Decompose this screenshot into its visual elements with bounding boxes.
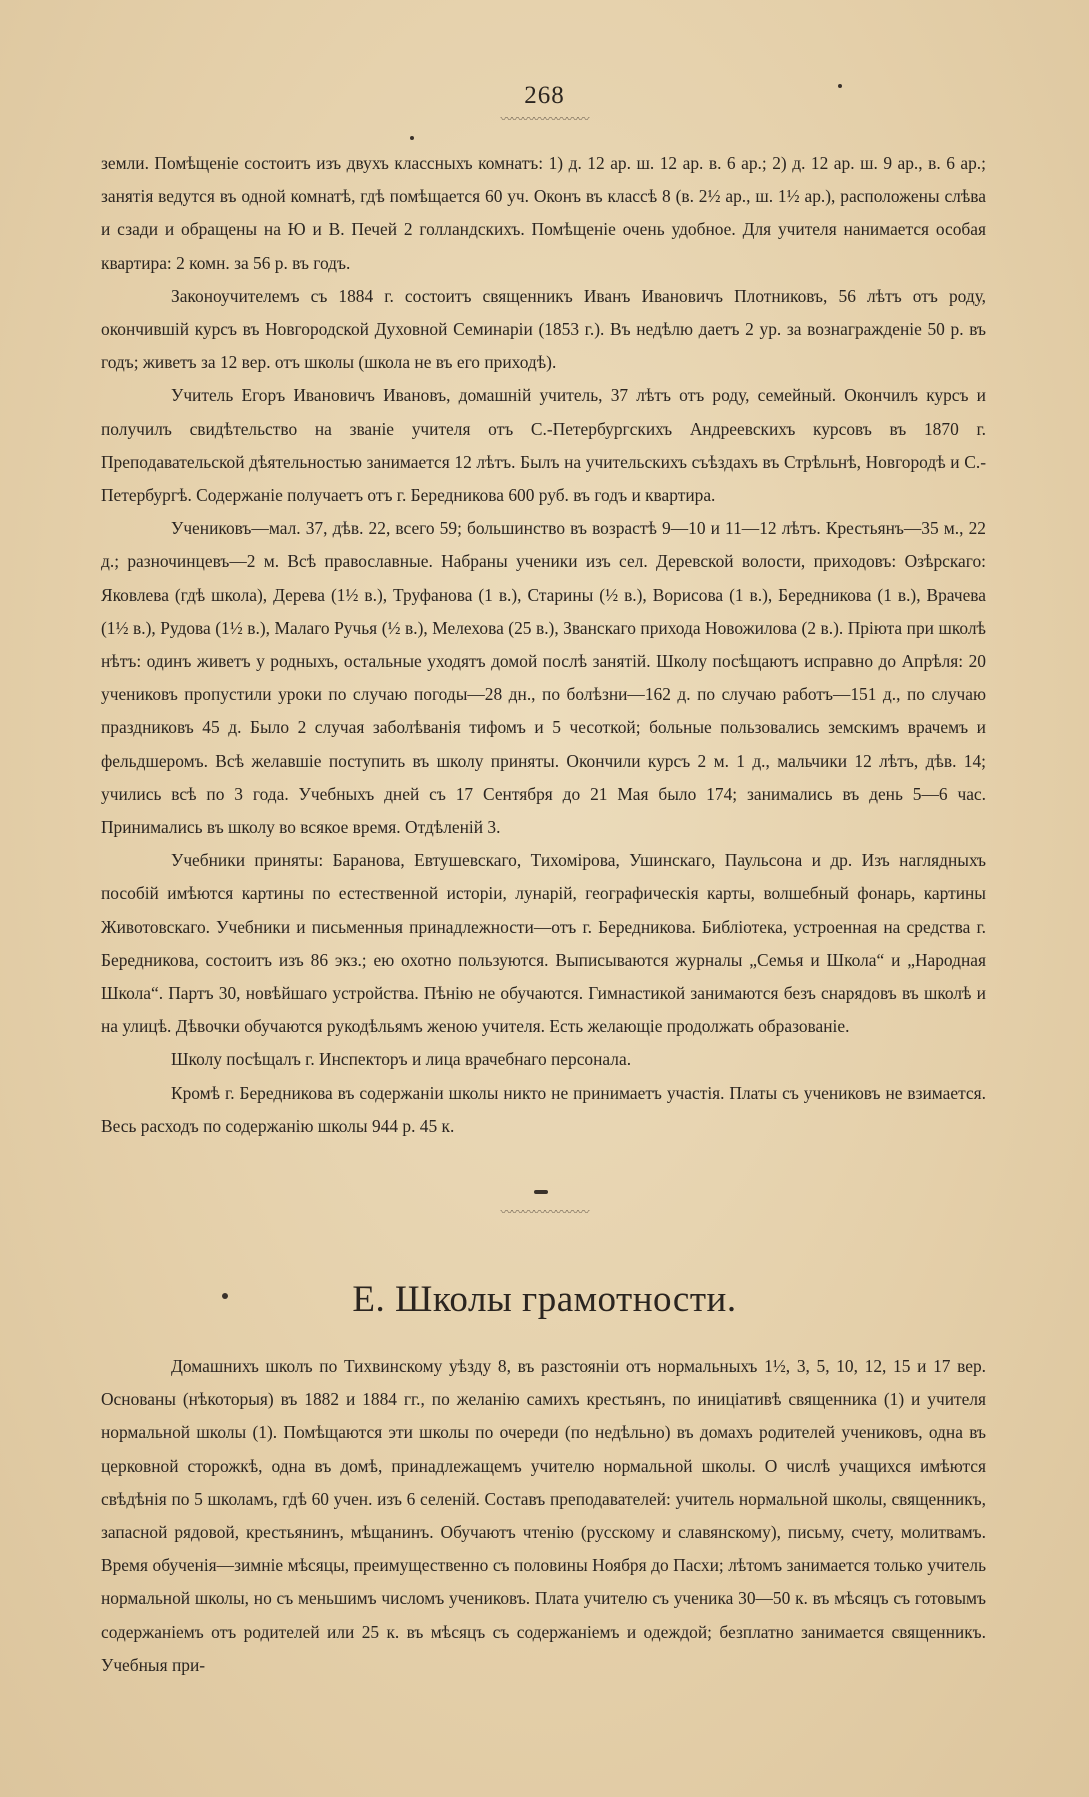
middle-ornament: 〰〰〰〰〰〰〰〰 [500,1205,589,1219]
paragraph-expenses: Кромѣ г. Бередникова въ содержаніи школы никто не принимаетъ участія. Платы съ учениковъ не взимается. Весь расходъ по содержанію школы 944 р. 45 к. [101,1082,986,1136]
separator-dash [534,1190,548,1194]
top-ornament: 〰〰〰〰〰〰〰〰 [500,112,589,126]
paragraph-religion-teacher: Законоучителемъ съ 1884 г. состоитъ священникъ Иванъ Ивановичъ Плотниковъ, 56 лѣтъ отъ роду, окончившій курсъ въ Новгородской Духовной Семинаріи (1853 г.). Въ недѣлю даетъ 2 ур. за вознагражденіе 50 р. въ годъ; живетъ за 12 вер. отъ школы (школа не въ его приходѣ). [101,285,986,373]
section-heading: Е. Школы грамотности. [352,1279,737,1320]
lower-text-block [101,1350,986,1682]
page-number: 268 [524,82,565,109]
ink-speck [410,136,414,140]
upper-text-block [101,147,986,1143]
paragraph-textbooks: Учебники приняты: Баранова, Евтушевскаго, Тихомірова, Ушинскаго, Паульсона и др. Изъ наглядныхъ пособій имѣются картины по естественной исторіи, лунарій, географическія карты, волшебный фонарь, картины Животовскаго. Учебники и письменныя принадлежности—отъ г. Бередникова. Библіотека, устроенная на средства г. Бередникова, состоитъ изъ 86 экз.; ею охотно пользуются. Выписываются журналы „Семья и Школа“ и „Народная Школа“. Партъ 30, новѣйшаго устройства. Пѣнію не обучаются. Гимнастикой занимаются безъ снарядовъ въ школѣ и на улицѣ. Дѣвочки обучаются рукодѣльямъ женою учителя. Есть желающіе продолжать образованіе. [101,850,986,1037]
ink-speck [222,1293,228,1299]
paragraph-teacher: Учитель Егоръ Ивановичъ Ивановъ, домашній учитель, 37 лѣтъ отъ роду, семейный. Окончилъ курсъ и получилъ свидѣтельство на званіе учителя отъ С.-Петербургскихъ Андреевскихъ курсовъ въ 1870 г. Преподавательской дѣятельностью занимается 12 лѣтъ. Былъ на учительскихъ съѣздахъ въ Стрѣльнѣ, Новгородѣ и С.-Петербургѣ. Содержаніе получаетъ отъ г. Бередникова 600 руб. въ годъ и квартира. [101,385,986,506]
paragraph-premises: земли. Помѣщеніе состоитъ изъ двухъ классныхъ комнатъ: 1) д. 12 ар. ш. 12 ар. в. 6 ар.; 2) д. 12 ар. ш. 9 ар., в. 6 ар.; занятія ведутся въ одной комнатѣ, гдѣ помѣщается 60 уч. Оконъ въ классѣ 8 (в. 2½ ар., ш. 1½ ар.), расположены слѣва и сзади и обращены на Ю и В. Печей 2 голландскихъ. Помѣщеніе очень удобное. Для учителя нанимается особая квартира: 2 комн. за 56 р. въ годъ. [101,153,986,273]
paragraph-pupils: Учениковъ—мал. 37, дѣв. 22, всего 59; большинство въ возрастѣ 9—10 и 11—12 лѣтъ. Крестьянъ—35 м., 22 д.; разночинцевъ—2 м. Всѣ православные. Набраны ученики изъ сел. Деревской волости, приходовъ: Озѣрскаго: Яковлева (гдѣ школа), Дерева (1½ в.), Труфанова (1 в.), Старины (½ в.), Ворисова (1 в.), Бередникова (1 в.), Врачева (1½ в.), Рудова (1½ в.), Малаго Ручья (½ в.), Мелехова (25 в.), Званскаго прихода Новожилова (2 в.). Пріюта при школѣ нѣтъ: одинъ живетъ у родныхъ, остальные уходятъ домой послѣ занятій. Школу посѣщаютъ исправно до Апрѣля: 20 учениковъ пропустили уроки по случаю погоды—28 дн., по болѣзни—162 д. по случаю работъ—151 д., по случаю праздниковъ 45 д. Было 2 случая заболѣванія тифомъ и 5 чесоткой; больные пользовались земскимъ врачемъ и фельдшеромъ. Всѣ желавшіе поступить въ школу приняты. Окончили курсъ 2 м. 1 д., мальчики 12 лѣтъ, дѣв. 14; учились всѣ по 3 года. Учебныхъ дней съ 17 Сентября до 21 Мая было 174; занимались въ день 5—6 час. Принимались въ школу во всякое время. Отдѣленій 3. [101,518,986,838]
ink-speck [838,84,842,88]
paragraph-literacy-schools: Домашнихъ школъ по Тихвинскому уѣзду 8, въ разстояніи отъ нормальныхъ 1½, 3, 5, 10, 12, 15 и 17 вер. Основаны (нѣкоторыя) въ 1882 и 1884 гг., по желанію самихъ крестьянъ, по иниціативѣ священника (1) и учителя нормальной школы (1). Помѣщаются эти школы по очереди (по недѣльно) въ домахъ родителей учениковъ, одна въ церковной сторожкѣ, одна въ домѣ, принадлежащемъ учителю нормальной школы. О числѣ учащихся имѣются свѣдѣнія по 5 школамъ, гдѣ 60 учен. изъ 6 селеній. Составъ преподавателей: учитель нормальной школы, священникъ, запасной рядовой, крестьянинъ, мѣщанинъ. Обучаютъ чтенію (русскому и славянскому), письму, счету, молитвамъ. Время обученія—зимніе мѣсяцы, преимущественно съ половины Ноября до Пасхи; лѣтомъ занимается только учитель нормальной школы, но съ меньшимъ числомъ учениковъ. Плата учителю съ ученика 30—50 к. въ мѣсяцъ съ готовымъ содержаніемъ отъ родителей или 25 к. въ мѣсяцъ съ содержаніемъ и одеждой; безплатно занимается священникъ. Учебныя при- [101,1356,986,1675]
paragraph-inspection: Школу посѣщалъ г. Инспекторъ и лица врачебнаго персонала. [171,1049,632,1070]
